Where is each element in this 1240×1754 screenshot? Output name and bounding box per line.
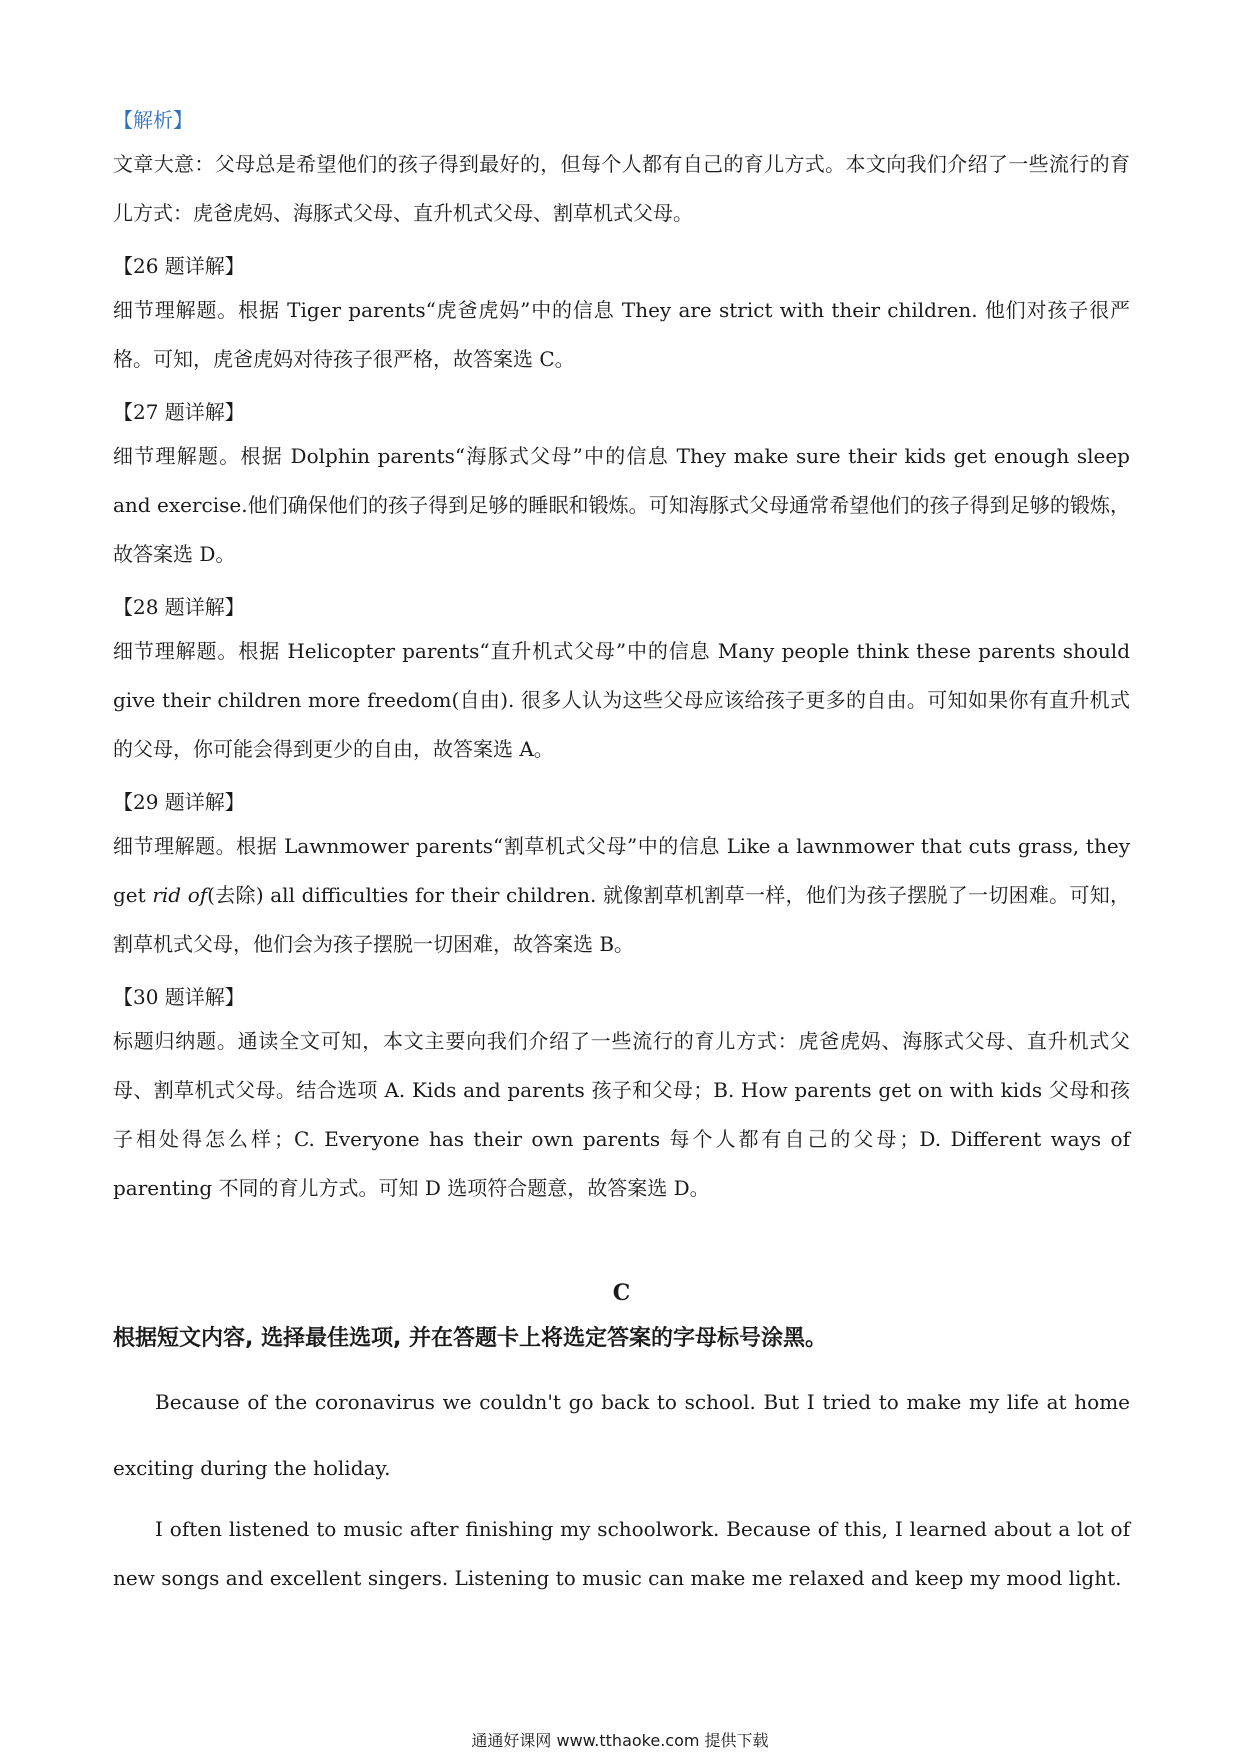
passage-paragraph-2: I often listened to music after finishing my schoolwork. Because of this, I learned about a lot of new songs and excellent singers. Listening to music can make me relaxed and keep my mood light. xyxy=(113,1517,1130,1590)
question-27-explanation: 细节理解题。根据 Dolphin parents“海豚式父母”中的信息 They make sure their kids get enough sleep and exercise.他们确保他们的孩子得到足够的睡眠和锻炼。可知海豚式父母通常希望他们的孩子得到足够的锻炼，故答案选 D。 xyxy=(113,444,1130,566)
section-instruction: 根据短文内容, 选择最佳选项, 并在答题卡上将选定答案的字母标号涂黑。 xyxy=(113,1326,828,1351)
question-26-explanation: 细节理解题。根据 Tiger parents“虎爸虎妈”中的信息 They are strict with their children. 他们对孩子很严格。可知，虎爸虎妈对待孩子很严格，故答案选 C。 xyxy=(113,298,1130,371)
content-area xyxy=(113,100,1130,1603)
question-29-heading: 【29 题详解】 xyxy=(113,790,245,814)
question-30-explanation: 标题归纳题。通读全文可知，本文主要向我们介绍了一些流行的育儿方式：虎爸虎妈、海豚式父母、直升机式父母、割草机式父母。结合选项 A. Kids and parents 孩子和父母；B. How parents get on with kids 父母和孩子相处得怎么样；C. Everyone has their own parents 每个人都有自己的父母；D. Different ways of parenting 不同的育儿方式。可知 D 选项符合题意，故答案选 D。 xyxy=(113,1029,1130,1200)
question-30-heading: 【30 题详解】 xyxy=(113,985,245,1009)
question-28-explanation: 细节理解题。根据 Helicopter parents“直升机式父母”中的信息 Many people think these parents should give their children more freedom(自由). 很多人认为这些父母应该给孩子更多的自由。可知如果你有直升机式的父母，你可能会得到更少的自由，故答案选 A。 xyxy=(113,639,1130,761)
question-29-text-after: (去除) all difficulties for their children. 就像割草机割草一样，他们为孩子摆脱了一切困难。可知，割草机式父母，他们会为孩子摆脱一切困难，故答案选 B。 xyxy=(113,883,1131,956)
question-29-text-before: 细节理解题。根据 Lawnmower parents“割草机式父母”中的信息 Like a lawnmower that cuts grass, they get xyxy=(113,834,1130,907)
page-footer: 通通好课网 www.tthaoke.com 提供下载 xyxy=(471,1731,769,1750)
question-28-heading: 【28 题详解】 xyxy=(113,595,245,619)
question-26-heading: 【26 题详解】 xyxy=(113,254,245,278)
analysis-label: 【解析】 xyxy=(113,108,193,132)
question-27-heading: 【27 题详解】 xyxy=(113,400,245,424)
article-summary: 文章大意：父母总是希望他们的孩子得到最好的，但每个人都有自己的育儿方式。本文向我们介绍了一些流行的育儿方式：虎爸虎妈、海豚式父母、直升机式父母、割草机式父母。 xyxy=(113,152,1130,225)
question-29-explanation xyxy=(113,822,1130,969)
question-29-italic-phrase: rid of xyxy=(152,883,208,907)
section-letter: C xyxy=(612,1280,631,1306)
passage-paragraph-1: Because of the coronavirus we couldn't go back to school. But I tried to make my life at home exciting during the holiday. xyxy=(113,1390,1130,1480)
